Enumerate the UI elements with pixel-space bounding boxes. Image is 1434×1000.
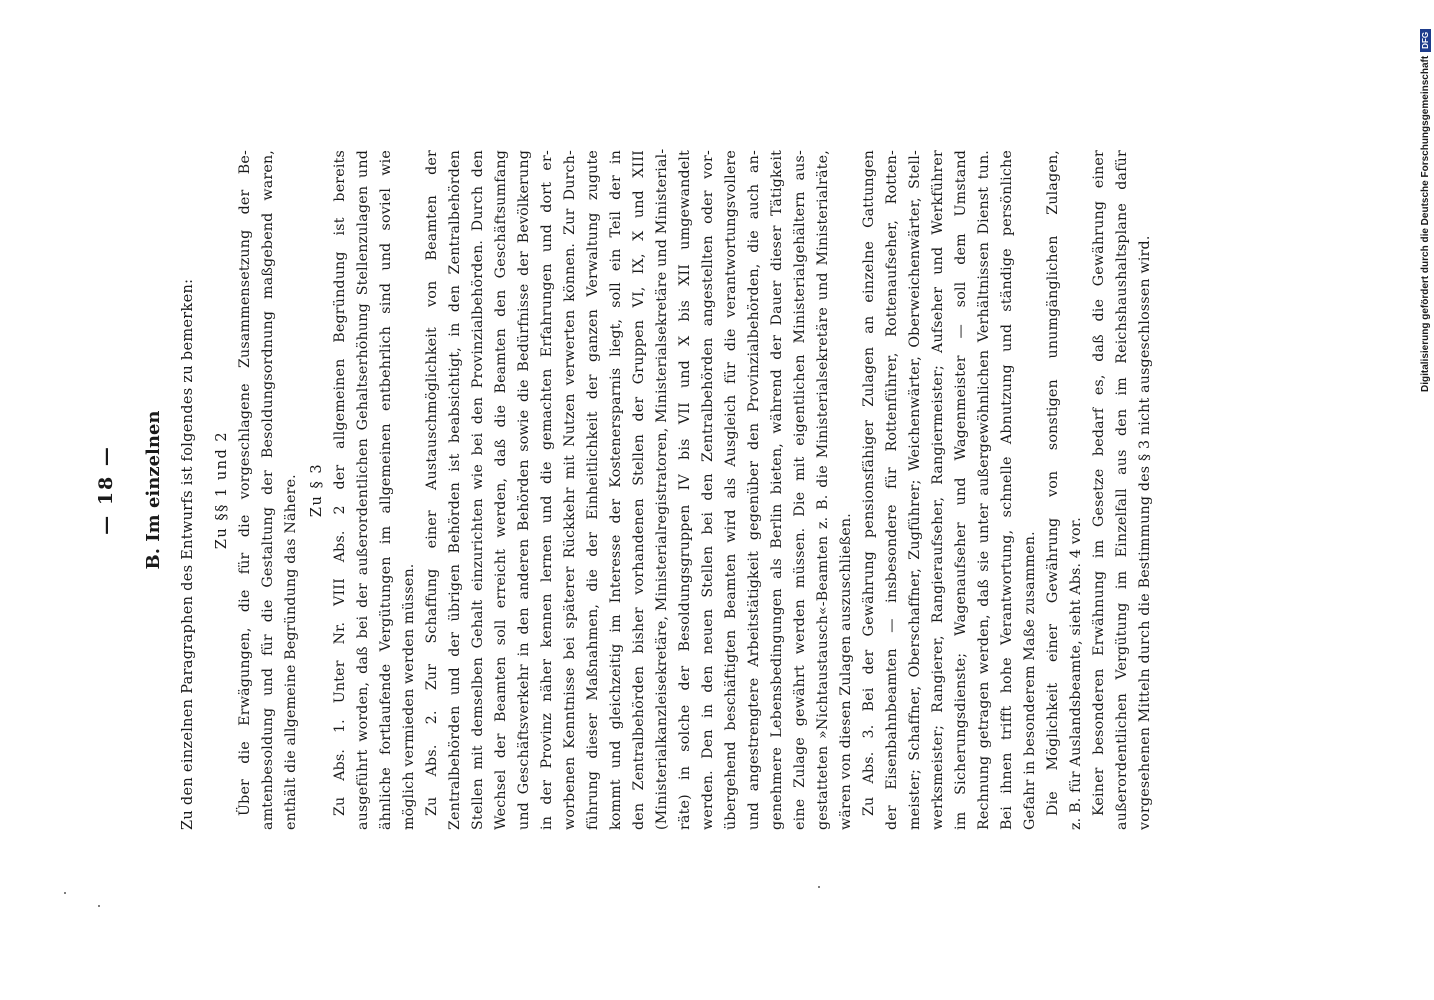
text-line: Keiner besonderen Erwähnung im Gesetze bedarf es, daß die Gewährung einer xyxy=(1091,150,1107,816)
paragraph xyxy=(329,150,421,830)
text-line: Gefahr in besonderem Maße zusammen. xyxy=(1022,531,1038,830)
paragraph xyxy=(234,150,303,830)
digitization-note: Digitalisierung gefördert durch die Deutsche Forschungsgemeinschaft xyxy=(1419,55,1431,392)
text-line: Zu Abs. 2. Zur Schaffung einer Austauschmöglichkeit von Beamten der xyxy=(424,150,440,816)
text-line: und angestrengtere Arbeitstätigkeit gegenüber den Provinzialbehörden, die auch an- xyxy=(746,150,762,830)
scan-speck xyxy=(818,886,820,888)
text-line: genehmere Lebensbedingungen als Berlin bieten, während der Dauer dieser Tätigkeit xyxy=(769,150,785,830)
digitization-note-strip xyxy=(1413,0,1433,1000)
text-line: den Zentralbehörden bisher vorhandenen Stellen der Gruppen VI, IX, X und XIII xyxy=(631,150,647,830)
text-line: Zentralbehörden und der übrigen Behörden ist beabsichtigt, in den Zentralbehörden xyxy=(447,150,463,830)
text-line: Über die Erwägungen, die für die vorgeschlagene Zusammensetzung der Be- xyxy=(237,150,253,816)
text-line: kommt und gleichzeitig im Interesse der Kostenersparnis liegt, soll ein Teil der in xyxy=(608,150,624,830)
text-line: enthält die allgemeine Begründung das Nähere. xyxy=(283,474,299,830)
text-line: Bei ihnen trifft hohe Verantwortung, schnelle Abnutzung und ständige persönliche xyxy=(999,150,1015,830)
text-line: vorgesehenen Mitteln durch die Bestimmung des § 3 nicht ausgeschlossen wird. xyxy=(1137,235,1153,830)
text-line: ausgeführt worden, daß bei der außerordentlichen Gehaltserhöhung Stellenzulagen und xyxy=(355,150,371,830)
section-title: B. Im einzelnen xyxy=(143,410,164,570)
page-content xyxy=(95,150,1157,830)
paragraph xyxy=(421,150,858,830)
scan-speck xyxy=(64,892,66,894)
text-line: gestatteten »Nichtaustausch«-Beamten z. B. die Ministerialsekretäre und Ministerialräte, xyxy=(815,150,831,830)
text-line: z. B. für Auslandsbeamte, sieht Abs. 4 vor. xyxy=(1068,517,1084,830)
text-line: außerordentlichen Vergütung im Einzelfall aus den im Reichshaushaltsplane dafür xyxy=(1114,150,1130,830)
text-line: im Sicherungsdienste; Wagenaufseher und Wagenmeister — soll dem Umstand xyxy=(953,150,969,830)
section-heading: Zu §§ 1 und 2 xyxy=(214,430,230,550)
text-line: in der Provinz näher kennen lernen und die gemachten Erfahrungen und dort er- xyxy=(539,150,555,830)
paragraph xyxy=(858,150,1042,830)
text-line: führung dieser Maßnahmen, die der Einheitlichkeit der ganzen Verwaltung zugute xyxy=(585,150,601,830)
paragraph xyxy=(1088,150,1157,830)
intro-text: Zu den einzelnen Paragraphen des Entwurfs ist folgendes zu bemerken: xyxy=(180,278,196,830)
text-line: Zu Abs. 1. Unter Nr. VIII Abs. 2 der allgemeinen Begründung ist bereits xyxy=(332,150,348,816)
text-line: wären von diesen Zulagen auszuschließen. xyxy=(838,513,854,830)
text-line: und Geschäftsverkehr in den anderen Behörden sowie die Bedürfnisse der Bevölkerung xyxy=(516,150,532,830)
text-line: (Ministerialkanzleisekretäre, Ministerialregistratoren, Ministerialsekretäre und Ministerial- xyxy=(654,148,670,830)
text-line: Stellen mit demselben Gehalt einzurichten wie bei den Provinzialbehörden. Durch den xyxy=(470,150,486,830)
sections-container xyxy=(210,150,1157,830)
text-line: amtenbesoldung und für die Gestaltung der Besoldungsordnung maßgebend waren, xyxy=(260,150,276,830)
text-line: räte) in solche der Besoldungsgruppen IV bis VII und X bis XII umgewandelt xyxy=(677,150,693,830)
section-heading: Zu § 3 xyxy=(309,462,325,518)
text-line: Rechnung getragen werden, daß sie unter außergewöhnlichen Verhältnissen Dienst tun. xyxy=(976,150,992,830)
text-line: der Eisenbahnbeamten — insbesondere für Rottenführer, Rottenaufseher, Rotten- xyxy=(884,150,900,830)
page-number: — 18 — xyxy=(95,445,117,535)
text-line: ähnliche fortlaufende Vergütungen im allgemeinen entbehrlich sind und soviel wie xyxy=(378,150,394,830)
paragraph xyxy=(1042,150,1088,830)
text-line: werden. Den in den neuen Stellen bei den Zentralbehörden angestellten oder vor- xyxy=(700,150,716,830)
text-line: worbenen Kenntnisse bei späterer Rückkehr mit Nutzen verwerten können. Zur Durch- xyxy=(562,150,578,830)
scan-speck xyxy=(98,905,100,907)
text-line: Wechsel der Beamten soll erreicht werden, daß die Beamten den Geschäftsumfang xyxy=(493,150,509,830)
text-line: eine Zulage gewährt werden müssen. Die mit eigentlichen Ministerialgehältern aus- xyxy=(792,150,808,830)
text-line: Die Möglichkeit einer Gewährung von sonstigen unumgänglichen Zulagen, xyxy=(1045,150,1061,816)
text-line: meister; Schaffner, Oberschaffner, Zugführer; Weichenwärter, Oberweichenwärter, Stell- xyxy=(907,150,923,830)
text-line: werksmeister; Rangierer, Rangieraufseher, Rangiermeister; Aufseher und Werkführer xyxy=(930,150,946,830)
dfg-logo: DFG xyxy=(1420,29,1431,52)
text-line: möglich vermieden werden müssen. xyxy=(401,563,417,830)
text-line: übergehend beschäftigten Beamten wird als Ausgleich für die verantwortungsvollere xyxy=(723,150,739,830)
text-line: Zu Abs. 3. Bei der Gewährung pensionsfähiger Zulagen an einzelne Gattungen xyxy=(861,150,877,816)
